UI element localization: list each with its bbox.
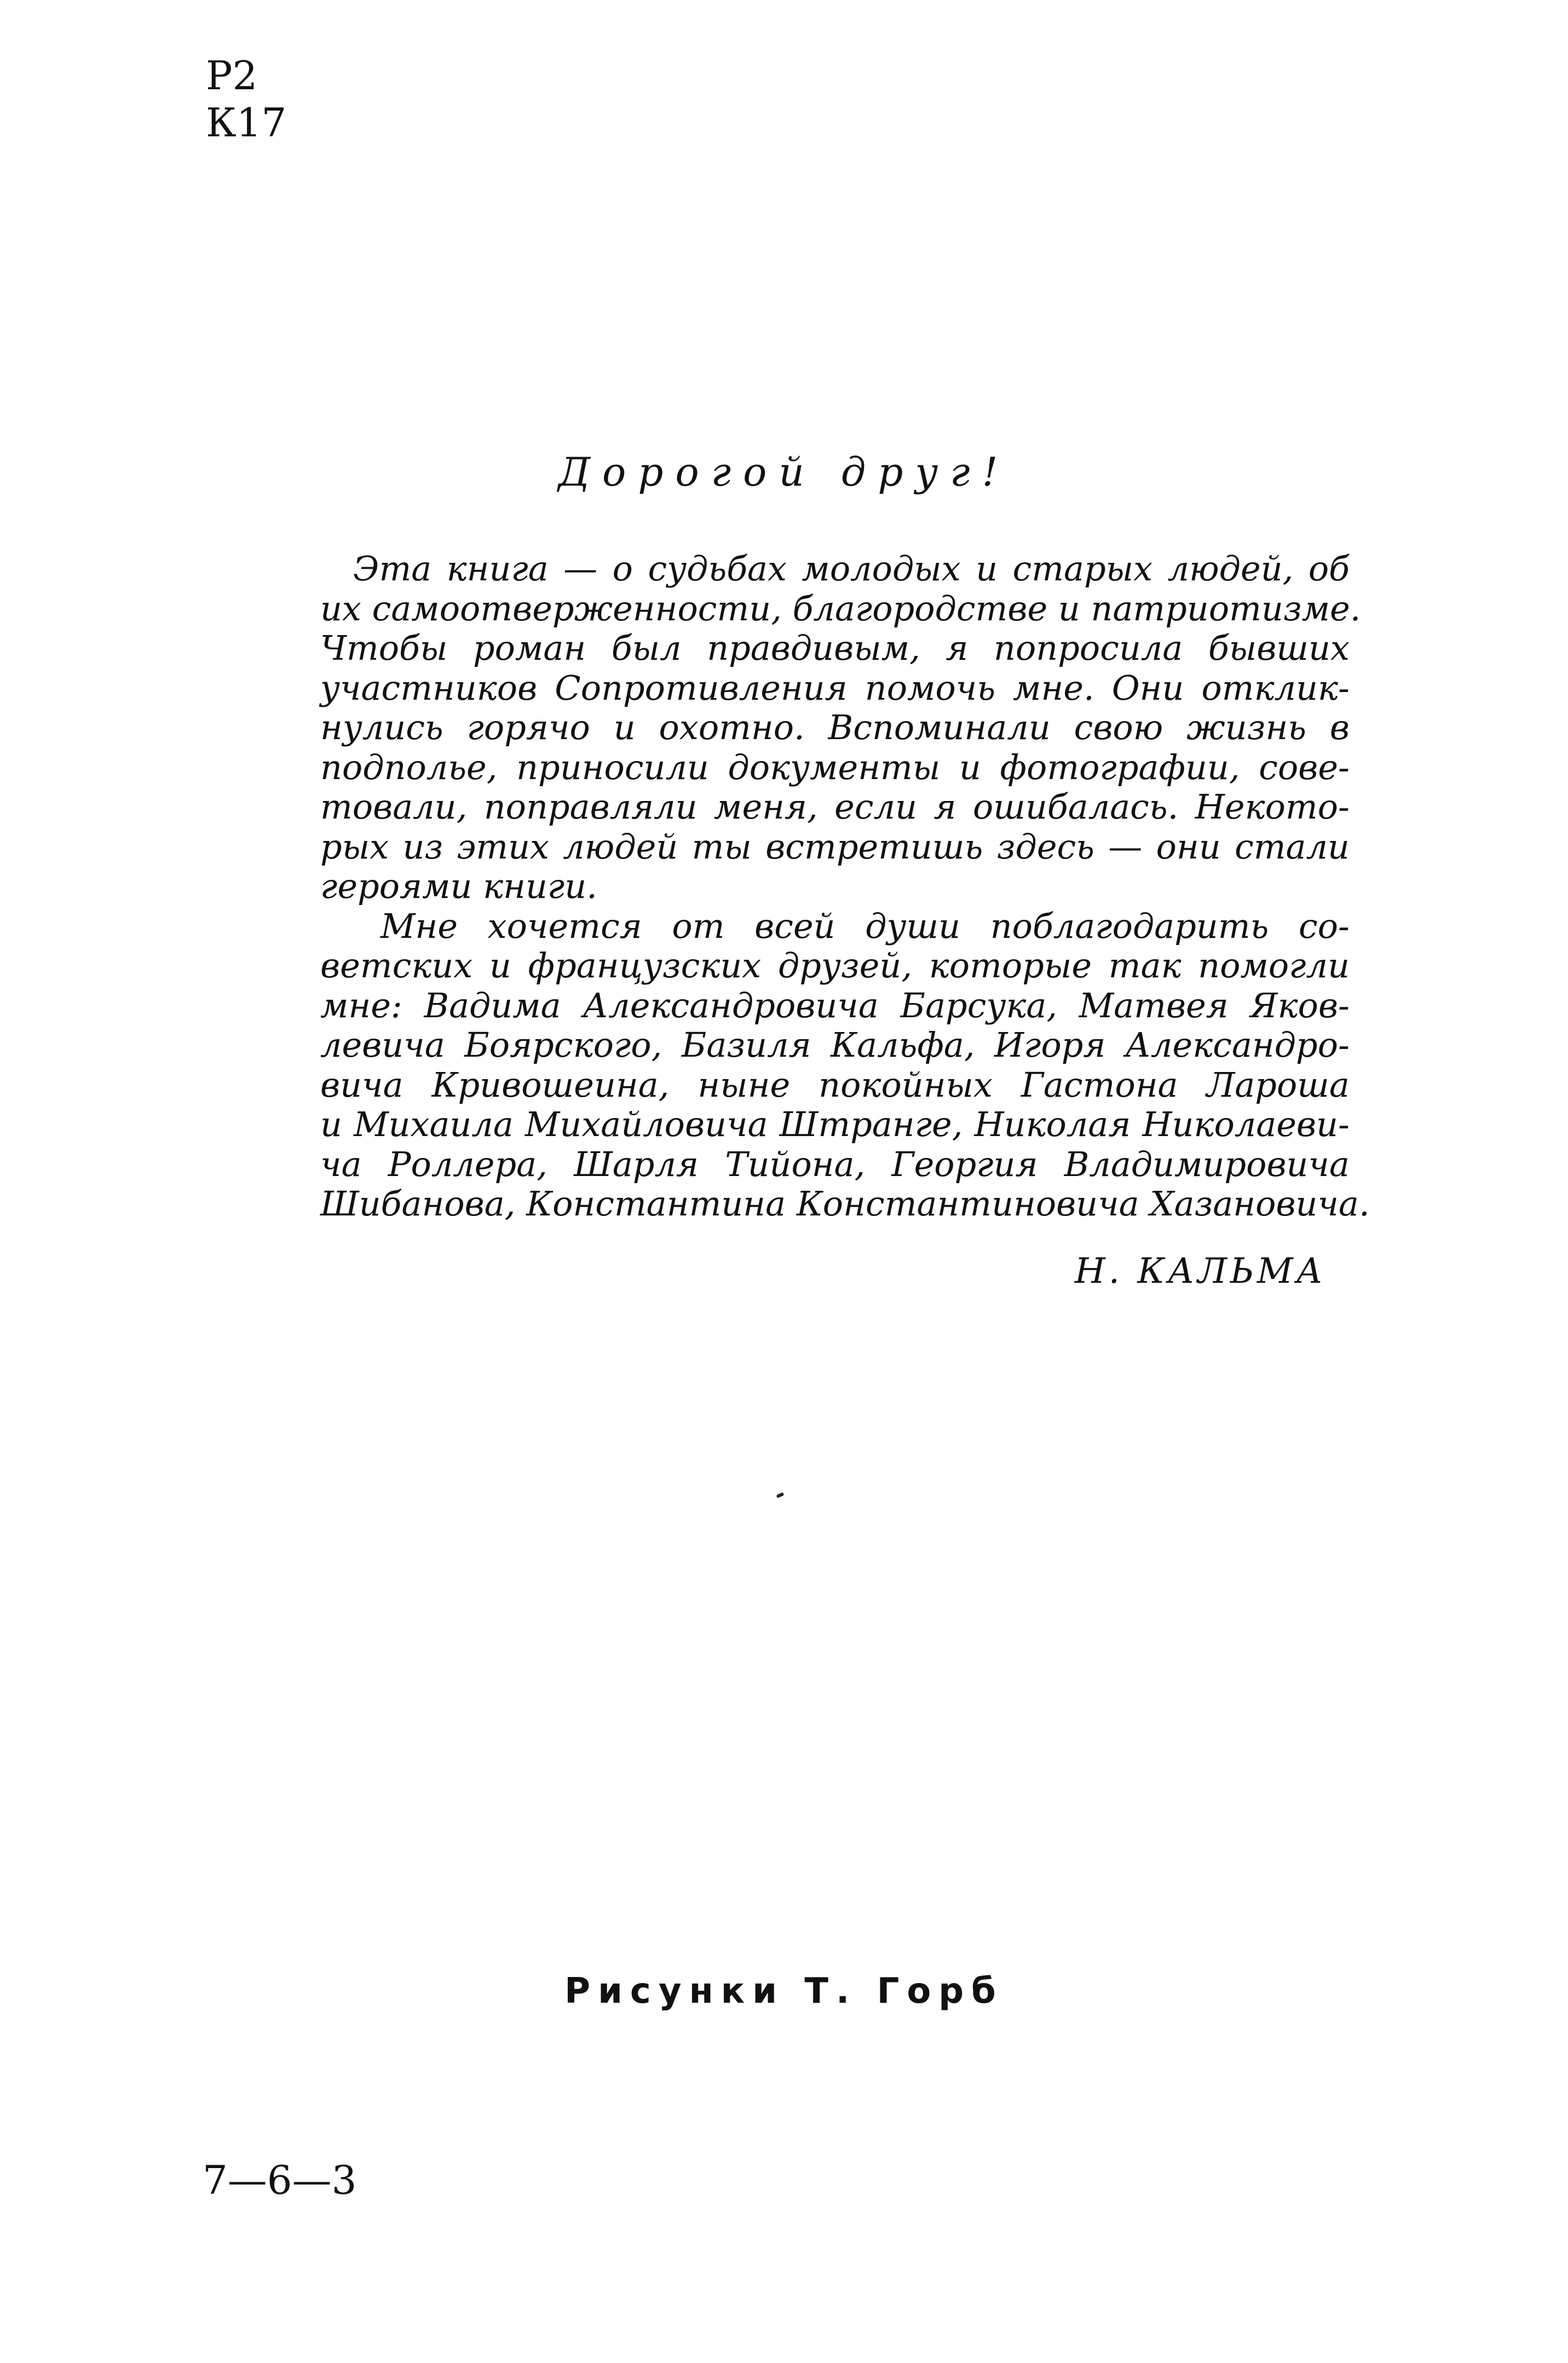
letter-line: Эта книга — о судьбах молодых и старых людей, об xyxy=(353,549,1350,589)
letter-line: ча Роллера, Шарля Тийона, Георгия Владимировича xyxy=(320,1144,1350,1184)
letter-signature: Н. КАЛЬМА xyxy=(1074,1251,1326,1292)
letter-line: рых из этих людей ты встретишь здесь — они стали xyxy=(320,826,1350,867)
catalog-code: 7—6—3 xyxy=(203,2157,357,2203)
letter-line: ветских и французских друзей, которые так помогли xyxy=(320,946,1350,985)
classification-code-line-2: К17 xyxy=(206,100,287,146)
classification-codes xyxy=(206,52,286,146)
letter-line: нулись горячо и охотно. Вспоминали свою жизнь в xyxy=(320,707,1350,747)
letter-line: мне: Вадима Александровича Барсука, Матвея Яков- xyxy=(320,985,1350,1025)
letter-line: вича Кривошеина, ныне покойных Гастона Лароша xyxy=(320,1064,1350,1105)
letter-line: участников Сопротивления помочь мне. Они отклик- xyxy=(320,667,1350,708)
letter-line: их самоотверженности, благородстве и патриотизме. xyxy=(320,588,1361,629)
letter-line: товали, поправляли меня, если я ошибалась. Некото- xyxy=(320,787,1350,827)
letter-line: Чтобы роман был правдивым, я попросила бывших xyxy=(320,628,1350,668)
letter-line: подполье, приносили документы и фотографии, сове- xyxy=(320,747,1350,787)
letter-line: левича Боярского, Базиля Кальфа, Игоря Александро- xyxy=(320,1025,1350,1065)
illustrations-credit: Рисунки Т. Горб xyxy=(564,1971,1004,2012)
letter-line: и Михаила Михайловича Штранге, Николая Николаеви- xyxy=(320,1104,1350,1144)
letter-body xyxy=(320,549,1370,1224)
classification-code-line-1: Р2 xyxy=(206,53,258,99)
letter-line: Мне хочется от всей души поблагодарить со- xyxy=(381,906,1350,946)
ink-speck xyxy=(776,1492,784,1498)
letter-line: Шибанова, Константина Константиновича Хазановича. xyxy=(320,1184,1370,1224)
letter-line: героями книги. xyxy=(320,866,597,906)
letter-salutation: Дорогой друг! xyxy=(558,449,1010,495)
